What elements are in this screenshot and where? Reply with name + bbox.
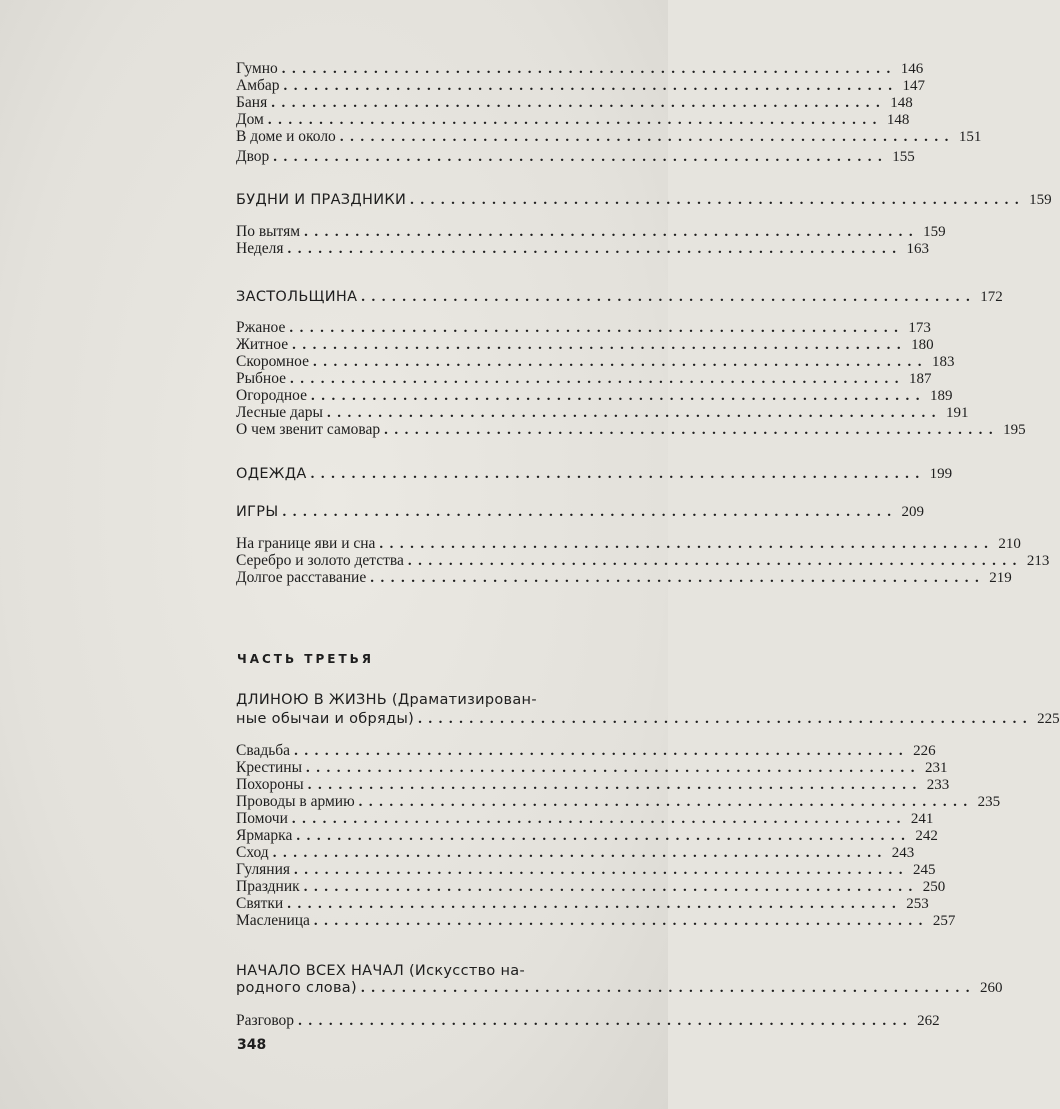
toc-entry — [236, 223, 946, 240]
toc-entry — [236, 128, 982, 145]
dot-leader: ............................................................ — [384, 422, 1000, 438]
dot-leader: ............................................................ — [287, 241, 903, 257]
toc-entry-page: 260 — [979, 980, 1003, 996]
toc-entry-title: Амбар — [236, 77, 280, 94]
toc-entry-page: 172 — [980, 289, 1003, 305]
toc-entry-title: Огородное — [236, 387, 307, 404]
toc-entry-title: Разговор — [236, 1012, 295, 1029]
dot-leader: ............................................................ — [312, 354, 928, 370]
toc-entry-page: 209 — [901, 504, 924, 520]
toc-entry — [236, 289, 1003, 306]
toc-entry-page: 183 — [931, 354, 955, 370]
toc-entry — [236, 60, 924, 77]
toc-entry — [236, 240, 929, 257]
toc-entry-title: Похороны — [236, 776, 304, 793]
dot-leader: ............................................................ — [292, 337, 908, 353]
toc-entry-page: 225 — [1037, 711, 1060, 727]
toc-entry-page: 262 — [917, 1013, 940, 1029]
dot-leader: ............................................................ — [313, 913, 929, 929]
toc-entry — [236, 111, 910, 128]
toc-entry-title: ДЛИНОЮ В ЖИЗНЬ (Драматизирован- — [236, 692, 537, 708]
toc-entry — [236, 776, 950, 793]
toc-entry-page: 199 — [929, 466, 953, 482]
dot-leader: ............................................................ — [310, 388, 926, 404]
toc-entry-page: 250 — [922, 879, 946, 895]
dot-leader: ............................................................ — [407, 553, 1023, 569]
toc-entry — [236, 742, 936, 759]
toc-entry — [236, 569, 1012, 586]
toc-entry-page: 187 — [909, 371, 932, 387]
toc-entry-title: НАЧАЛО ВСЕХ НАЧАЛ (Искусство на- — [236, 963, 526, 979]
toc-entry-title: По вытям — [236, 223, 301, 240]
dot-leader: ............................................................ — [291, 811, 907, 827]
toc-entry — [236, 810, 934, 827]
toc-entry-title: Крестины — [236, 759, 303, 776]
toc-entry-page: 210 — [998, 536, 1021, 552]
toc-entry — [236, 404, 969, 421]
toc-entry-page: 147 — [902, 78, 926, 94]
dot-leader: ............................................................ — [326, 405, 942, 421]
toc-entry — [236, 963, 641, 980]
toc-entry — [236, 148, 915, 165]
toc-entry-page: 173 — [908, 320, 931, 336]
toc-entry — [236, 1012, 940, 1029]
toc-entry-page: 189 — [929, 388, 953, 404]
toc-entry-title: ИГРЫ — [236, 504, 279, 520]
dot-leader: ............................................................ — [304, 224, 920, 240]
dot-leader: ............................................................ — [307, 777, 923, 793]
toc-entry-page: 155 — [892, 149, 915, 165]
toc-entry — [236, 793, 1001, 810]
toc-entry — [236, 552, 1050, 569]
toc-entry-page: 219 — [989, 570, 1012, 586]
toc-entry — [236, 370, 932, 387]
toc-entry-title: ЗАСТОЛЬЩИНА — [236, 289, 358, 305]
toc-entry-page: 245 — [913, 862, 936, 878]
toc-entry — [236, 192, 1052, 209]
toc-entry — [236, 421, 1026, 438]
toc-entry-page: 191 — [945, 405, 969, 421]
dot-leader: ............................................................ — [272, 845, 888, 861]
toc-entry — [236, 980, 1003, 997]
toc-entry-page: 235 — [977, 794, 1001, 810]
toc-entry-page: 151 — [958, 129, 982, 145]
toc-entry-page: 233 — [926, 777, 950, 793]
dot-leader: ............................................................ — [267, 112, 883, 128]
toc-entry-title: Рыбное — [236, 370, 287, 387]
dot-leader: ............................................................ — [294, 743, 910, 759]
toc-entry-page: 242 — [915, 828, 938, 844]
toc-entry-title: Святки — [236, 895, 284, 912]
toc-entry-title: ные обычаи и обряды) — [236, 711, 415, 727]
toc-entry-title: Долгое расставание — [236, 569, 367, 586]
dot-leader: ............................................................ — [273, 149, 889, 165]
dot-leader: ............................................................ — [306, 760, 922, 776]
dot-leader: ............................................................ — [271, 95, 887, 111]
toc-entry — [236, 861, 936, 878]
toc-entry — [236, 466, 953, 483]
toc-entry-page: 180 — [911, 337, 934, 353]
toc-entry-page: 241 — [910, 811, 934, 827]
toc-entry-title: В доме и около — [236, 128, 336, 145]
dot-leader: ............................................................ — [358, 794, 974, 810]
toc-entry — [236, 711, 1060, 728]
dot-leader: ............................................................ — [282, 504, 898, 520]
toc-entry — [236, 504, 924, 521]
dot-leader: ............................................................ — [281, 61, 897, 77]
toc-entry — [236, 895, 929, 912]
dot-leader: ............................................................ — [290, 371, 906, 387]
dot-leader: ............................................................ — [410, 192, 1026, 208]
dot-leader: ............................................................ — [303, 879, 919, 895]
toc-entry-page: 148 — [886, 112, 910, 128]
toc-entry-title: Лесные дары — [236, 404, 323, 421]
toc-entry-page: 253 — [906, 896, 929, 912]
toc-entry-title: БУДНИ И ПРАЗДНИКИ — [236, 192, 407, 208]
page-number: 348 — [237, 1037, 267, 1053]
toc-entry — [236, 827, 938, 844]
toc-entry — [236, 844, 915, 861]
toc-entry-title: Сход — [236, 844, 269, 861]
toc-entry — [236, 77, 926, 94]
toc-entry-page: 243 — [891, 845, 915, 861]
toc-entry-page: 195 — [1003, 422, 1026, 438]
dot-leader: ............................................................ — [289, 320, 905, 336]
dot-leader: ............................................................ — [361, 289, 977, 305]
toc-entry — [236, 912, 956, 929]
toc-entry-page: 146 — [900, 61, 924, 77]
toc-entry-title: О чем звенит самовар — [236, 421, 381, 438]
dot-leader: ............................................................ — [360, 980, 976, 996]
toc-entry-page: 159 — [1029, 192, 1052, 208]
part-heading: ЧАСТЬ ТРЕТЬЯ — [237, 652, 375, 666]
toc-entry-title: Помочи — [236, 810, 288, 827]
toc-entry-title: Житное — [236, 336, 289, 353]
toc-entry-title: Праздник — [236, 878, 300, 895]
toc-entry — [236, 319, 931, 336]
toc-entry-title: Гумно — [236, 60, 278, 77]
dot-leader: ............................................................ — [418, 711, 1034, 727]
toc-entry-title: Свадьба — [236, 742, 291, 759]
toc-entry — [236, 353, 955, 370]
toc-entry — [236, 692, 641, 709]
toc-entry-title: Гуляния — [236, 861, 291, 878]
toc-entry-title: Проводы в армию — [236, 793, 355, 810]
toc-entry-title: Ярмарка — [236, 827, 293, 844]
toc-entry-page: 148 — [890, 95, 913, 111]
toc-entry-title: Ржаное — [236, 319, 286, 336]
dot-leader: ............................................................ — [339, 129, 955, 145]
dot-leader: ............................................................ — [283, 78, 899, 94]
toc-entry — [236, 535, 1021, 552]
toc-entry-page: 163 — [906, 241, 929, 257]
toc-entry-title: Баня — [236, 94, 268, 111]
toc-entry-title: Масленица — [236, 912, 310, 929]
toc-entry-title: родного слова) — [236, 980, 357, 996]
dot-leader: ............................................................ — [296, 828, 912, 844]
toc-entry-page: 213 — [1026, 553, 1050, 569]
toc-entry — [236, 759, 948, 776]
toc-entry-page: 226 — [913, 743, 936, 759]
toc-entry — [236, 94, 913, 111]
toc-entry-title: Скоромное — [236, 353, 309, 370]
toc-entry — [236, 387, 953, 404]
dot-leader: ............................................................ — [379, 536, 995, 552]
toc-entry-title: Серебро и золото детства — [236, 552, 404, 569]
dot-leader: ............................................................ — [310, 466, 926, 482]
toc-entry-page: 231 — [925, 760, 948, 776]
toc-entry-page: 159 — [923, 224, 946, 240]
dot-leader: ............................................................ — [298, 1013, 914, 1029]
toc-entry-title: На границе яви и сна — [236, 535, 376, 552]
dot-leader: ............................................................ — [294, 862, 910, 878]
toc-entry-title: ОДЕЖДА — [236, 466, 307, 482]
toc-entry — [236, 336, 934, 353]
dot-leader: ............................................................ — [370, 570, 986, 586]
toc-entry-title: Неделя — [236, 240, 284, 257]
toc-entry-title: Двор — [236, 148, 270, 165]
toc-entry — [236, 878, 946, 895]
toc-entry-page: 257 — [932, 913, 956, 929]
dot-leader: ............................................................ — [287, 896, 903, 912]
toc-entry-title: Дом — [236, 111, 264, 128]
